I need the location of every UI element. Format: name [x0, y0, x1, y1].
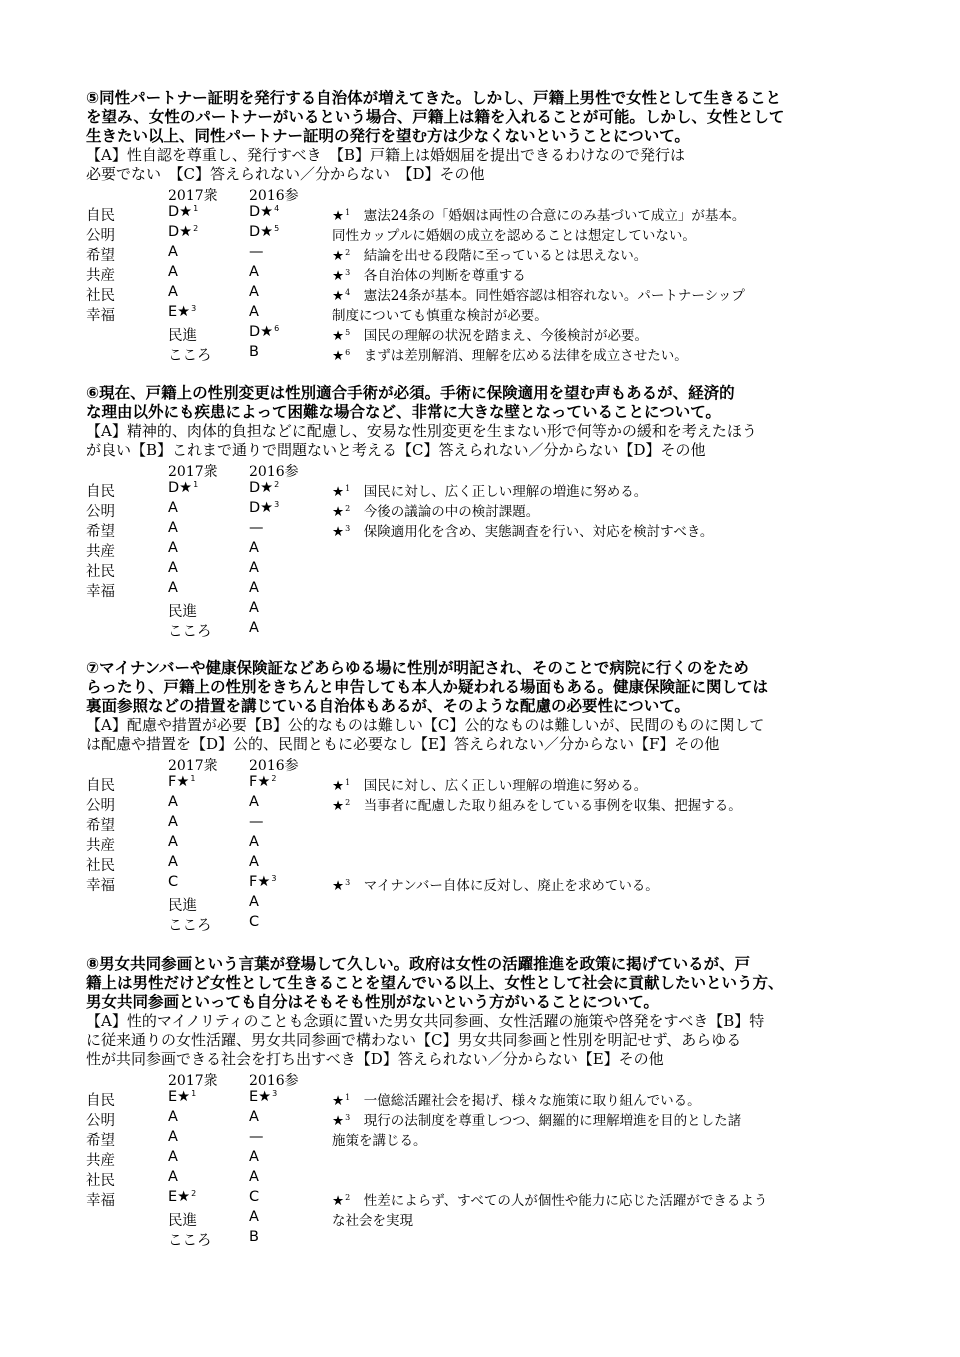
- footnote-text: な社会を実現: [332, 1213, 413, 1229]
- party-row: [86, 559, 846, 579]
- answer-2017: [168, 1089, 196, 1105]
- footnote-number: 2: [345, 248, 351, 257]
- footnote: [332, 1209, 413, 1229]
- party-name: 社民: [86, 1173, 115, 1189]
- footnote-mark: 4: [274, 204, 280, 213]
- footnote-number: 1: [345, 778, 351, 787]
- party-name: 自民: [86, 484, 115, 500]
- party-name: 共産: [86, 268, 115, 284]
- answer-value: A: [249, 560, 259, 576]
- footnote-text: 国民の理解の状況を踏まえ、今後検討が必要。: [350, 328, 649, 344]
- answer-value: A: [249, 540, 259, 556]
- party-row: [86, 893, 846, 913]
- party-name: 民進: [168, 1213, 197, 1229]
- footnote-number: 3: [345, 524, 351, 533]
- footnote: [332, 774, 647, 794]
- answer-2017: [168, 854, 178, 870]
- answer-2017: [168, 794, 178, 810]
- answer-2017: [168, 560, 178, 576]
- column-header: [86, 460, 846, 479]
- question-line: な理由以外にも疾患によって困難な場合など、非常に大きな壁となっていることについて。: [86, 403, 721, 421]
- footnote-mark: 2: [274, 480, 280, 489]
- answer-value: F★: [168, 774, 190, 790]
- answer-value: A: [249, 894, 259, 910]
- footnote-star: ★: [332, 778, 345, 794]
- answer-2017: [168, 814, 178, 830]
- answer-2016: [249, 284, 259, 300]
- party-name: 希望: [86, 524, 115, 540]
- party-name: こころ: [168, 348, 212, 364]
- party-row: [86, 499, 846, 519]
- footnote-mark: 2: [191, 1189, 197, 1198]
- footnote: [332, 500, 539, 520]
- answer-value: E★: [168, 1089, 191, 1105]
- footnote-mark: 2: [193, 224, 199, 233]
- column-header: [86, 1069, 846, 1088]
- answer-value: D★: [249, 224, 274, 240]
- answer-value: A: [249, 834, 259, 850]
- footnote-text: 憲法24条の「婚姻は両性の合意にのみ基づいて成立」が基本。: [350, 208, 746, 224]
- answer-2016: [249, 874, 276, 890]
- footnote-star: ★: [332, 504, 345, 520]
- question-line: ⑥現在、戸籍上の性別変更は性別適合手術が必須。手術に保険適用を望む声もあるが、経済的: [86, 384, 735, 402]
- answer-2016: [249, 1109, 259, 1125]
- answer-2017: [168, 244, 178, 260]
- footnote-mark: 3: [271, 874, 277, 883]
- footnote-text: 憲法24条が基本。同性婚容認は相容れない。パートナーシップ: [350, 288, 745, 304]
- answer-2016: [249, 1189, 259, 1205]
- footnote-number: 4: [345, 288, 351, 297]
- footnote-mark: 1: [193, 480, 199, 489]
- footnote: [332, 874, 659, 894]
- footnote-text: まずは差別解消、理解を広める法律を成立させたい。: [350, 348, 688, 364]
- footnote: [332, 264, 526, 284]
- party-name: 公明: [86, 1113, 115, 1129]
- answer-value: A: [168, 560, 178, 576]
- answer-2017: [168, 874, 178, 890]
- answer-value: E★: [249, 1089, 272, 1105]
- party-name: 幸福: [86, 1193, 115, 1209]
- answer-2016: [249, 894, 259, 910]
- column-2016: 2016参: [249, 188, 299, 204]
- footnote-mark: 3: [274, 500, 280, 509]
- footnote-text: 現行の法制度を尊重しつつ、網羅的に理解増進を目的とした諸: [350, 1113, 742, 1129]
- answer-2017: [168, 480, 198, 496]
- answer-value: F★: [249, 774, 271, 790]
- answer-value: E★: [168, 1189, 191, 1205]
- options-line: が良い【B】これまで通りで問題ないと考える【C】答えられない／分からない【D】その他: [86, 441, 706, 459]
- answer-2017: [168, 834, 178, 850]
- footnote-star: ★: [332, 1193, 345, 1209]
- answer-2017: [168, 1149, 178, 1165]
- answer-2016: [249, 324, 279, 340]
- options-line: 【A】性的マイノリティのことも念頭に置いた男女共同参画、女性活躍の施策や啓発をすべき【B】特: [86, 1012, 765, 1030]
- party-row: [86, 1228, 846, 1248]
- answer-value: D★: [168, 224, 193, 240]
- answer-value: D★: [249, 480, 274, 496]
- answer-2017: [168, 1189, 196, 1205]
- footnote-number: 2: [345, 1193, 351, 1202]
- answer-value: A: [249, 1109, 259, 1125]
- answer-value: A: [249, 794, 259, 810]
- party-name: 自民: [86, 778, 115, 794]
- question-section-6: [86, 384, 846, 639]
- options-line: 【A】配慮や措置が必要【B】公的なものは難しい【C】公的なものは難しいが、民間のものに関して: [86, 716, 765, 734]
- answer-value: A: [168, 540, 178, 556]
- answer-value: A: [168, 1169, 178, 1185]
- answer-value: A: [168, 794, 178, 810]
- answer-value: A: [168, 1129, 178, 1145]
- footnote-text: 各自治体の判断を尊重する: [350, 268, 526, 284]
- answer-value: E★: [168, 304, 191, 320]
- answer-value: A: [168, 1149, 178, 1165]
- answer-2016: [249, 304, 259, 320]
- answer-2016: [249, 224, 279, 240]
- answer-2016: [249, 520, 264, 536]
- party-row: [86, 283, 846, 303]
- question-line: ⑦マイナンバーや健康保険証などあらゆる場に性別が明記され、そのことで病院に行くのをため: [86, 659, 749, 677]
- answer-2016: [249, 244, 264, 260]
- question-line: 生きたい以上、同性パートナー証明の発行を望む方は少なくないということについて。: [86, 127, 690, 145]
- column-header: [86, 754, 846, 773]
- footnote-number: 2: [345, 504, 351, 513]
- answer-2016: [249, 854, 259, 870]
- party-name: 希望: [86, 1133, 115, 1149]
- footnote-mark: 3: [191, 304, 197, 313]
- answer-2016: [249, 264, 259, 280]
- answer-value: A: [168, 284, 178, 300]
- answer-value: A: [249, 854, 259, 870]
- answer-value: A: [168, 580, 178, 596]
- party-name: 自民: [86, 208, 115, 224]
- footnote-star: ★: [332, 1113, 345, 1129]
- answer-value: A: [249, 620, 259, 636]
- party-row: [86, 619, 846, 639]
- answer-value: A: [168, 520, 178, 536]
- party-row: [86, 343, 846, 363]
- party-name: 民進: [168, 898, 197, 914]
- party-name: 共産: [86, 544, 115, 560]
- party-row: [86, 203, 846, 223]
- party-row: [86, 913, 846, 933]
- column-2017: 2017衆: [168, 1073, 218, 1089]
- answer-value: A: [249, 1209, 259, 1225]
- footnote-text: 制度についても慎重な検討が必要。: [332, 308, 548, 324]
- footnote-mark: 1: [193, 204, 199, 213]
- party-name: 希望: [86, 248, 115, 264]
- party-row: [86, 579, 846, 599]
- column-2016: 2016参: [249, 464, 299, 480]
- answer-value: A: [168, 814, 178, 830]
- party-row: [86, 243, 846, 263]
- answer-2017: [168, 224, 198, 240]
- answer-value: A: [249, 600, 259, 616]
- footnote-mark: 1: [191, 1089, 197, 1098]
- answer-value: —: [249, 244, 264, 260]
- answer-2016: [249, 480, 279, 496]
- party-row: [86, 599, 846, 619]
- options-line: は配慮や措置を【D】公的、民間ともに必要なし【E】答えられない／分からない【F】その他: [86, 735, 720, 753]
- question-section-5: [86, 89, 846, 363]
- party-row: [86, 833, 846, 853]
- footnote-star: ★: [332, 878, 345, 894]
- question-line: 籍上は男性だけど女性として生きることを望んでいる以上、女性として社会に貢献したいという方、: [86, 974, 784, 992]
- party-name: 自民: [86, 1093, 115, 1109]
- party-name: 公明: [86, 504, 115, 520]
- footnote-text: 同性カップルに婚姻の成立を認めることは想定していない。: [332, 228, 696, 244]
- footnote-number: 1: [345, 1093, 351, 1102]
- footnote-number: 6: [345, 348, 351, 357]
- party-row: [86, 223, 846, 243]
- footnote-star: ★: [332, 328, 345, 344]
- footnote-star: ★: [332, 208, 345, 224]
- footnote-text: 結論を出せる段階に至っているとは思えない。: [350, 248, 648, 264]
- answer-value: A: [168, 834, 178, 850]
- footnote-mark: 1: [190, 774, 196, 783]
- answer-value: B: [249, 344, 259, 360]
- footnote-star: ★: [332, 348, 345, 364]
- footnote-number: 3: [345, 878, 351, 887]
- footnote: [332, 304, 548, 324]
- answer-2016: [249, 914, 259, 930]
- answer-value: A: [249, 580, 259, 596]
- answer-value: —: [249, 520, 264, 536]
- party-row: [86, 773, 846, 793]
- answer-value: D★: [168, 480, 193, 496]
- party-row: [86, 1148, 846, 1168]
- footnote-number: 1: [345, 484, 351, 493]
- answer-2017: [168, 520, 178, 536]
- party-row: [86, 853, 846, 873]
- answer-value: —: [249, 1129, 264, 1145]
- answer-2016: [249, 1209, 259, 1225]
- footnote: [332, 1189, 767, 1209]
- footnote-number: 3: [345, 268, 351, 277]
- answer-2017: [168, 204, 198, 220]
- question-section-8: [86, 955, 846, 1248]
- answer-value: A: [249, 1149, 259, 1165]
- answer-value: A: [249, 264, 259, 280]
- answer-2016: [249, 1169, 259, 1185]
- footnote: [332, 204, 745, 224]
- answer-value: A: [168, 500, 178, 516]
- answer-value: F★: [249, 874, 271, 890]
- party-name: 幸福: [86, 584, 115, 600]
- party-name: 希望: [86, 818, 115, 834]
- answer-2016: [249, 620, 259, 636]
- party-row: [86, 519, 846, 539]
- party-name: こころ: [168, 1233, 212, 1249]
- answer-2016: [249, 600, 259, 616]
- party-row: [86, 1208, 846, 1228]
- footnote: [332, 1089, 701, 1109]
- answer-2017: [168, 264, 178, 280]
- footnote-number: 5: [345, 328, 351, 337]
- column-2016: 2016参: [249, 1073, 299, 1089]
- answer-2016: [249, 580, 259, 596]
- column-2017: 2017衆: [168, 758, 218, 774]
- answer-2016: [249, 540, 259, 556]
- column-header: [86, 184, 846, 203]
- footnote-mark: 3: [272, 1089, 278, 1098]
- answer-2016: [249, 1229, 259, 1245]
- footnote-text: 一億総活躍社会を掲げ、様々な施策に取り組んでいる。: [350, 1093, 701, 1109]
- question-section-7: [86, 659, 846, 933]
- footnote-number: 1: [345, 208, 351, 217]
- footnote: [332, 244, 647, 264]
- answer-value: —: [249, 814, 264, 830]
- footnote: [332, 324, 648, 344]
- footnote-text: マイナンバー自体に反対し、廃止を求めている。: [350, 878, 659, 894]
- question-line: 男女共同参画といっても自分はそもそも性別がないという方がいることについて。: [86, 993, 659, 1011]
- answer-value: A: [249, 284, 259, 300]
- party-name: 公明: [86, 798, 115, 814]
- answer-value: C: [249, 1189, 260, 1205]
- answer-2017: [168, 580, 178, 596]
- footnote: [332, 1129, 427, 1149]
- footnote-mark: 5: [274, 224, 280, 233]
- answer-value: D★: [249, 324, 274, 340]
- options-line: 【A】性自認を尊重し、発行すべき 【B】戸籍上は婚姻届を提出できるわけなので発行は: [86, 146, 686, 164]
- column-2016: 2016参: [249, 758, 299, 774]
- footnote-text: 今後の議論の中の検討課題。: [350, 504, 540, 520]
- answer-2017: [168, 284, 178, 300]
- footnote-text: 国民に対し、広く正しい理解の増進に努める。: [350, 778, 648, 794]
- party-name: 社民: [86, 858, 115, 874]
- party-name: 幸福: [86, 878, 115, 894]
- question-line: ⑧男女共同参画という言葉が登場して久しい。政府は女性の活躍推進を政策に掲げているが、戸: [86, 955, 751, 973]
- answer-2016: [249, 774, 276, 790]
- footnote: [332, 344, 688, 364]
- answer-value: A: [168, 264, 178, 280]
- party-name: 社民: [86, 564, 115, 580]
- answer-2017: [168, 500, 178, 516]
- answer-2017: [168, 1109, 178, 1125]
- question-line: を望み、女性のパートナーがいるという場合、戸籍上は籍を入れることが可能。しかし、女性として: [86, 108, 785, 126]
- footnote-text: 当事者に配慮した取り組みをしている事例を収集、把握する。: [350, 798, 742, 814]
- footnote-star: ★: [332, 288, 345, 304]
- party-row: [86, 1088, 846, 1108]
- footnote: [332, 794, 742, 814]
- answer-2016: [249, 560, 259, 576]
- answer-value: B: [249, 1229, 259, 1245]
- footnote-star: ★: [332, 1093, 345, 1109]
- answer-2017: [168, 1129, 178, 1145]
- footnote-text: 国民に対し、広く正しい理解の増進に努める。: [350, 484, 648, 500]
- answer-value: A: [168, 854, 178, 870]
- footnote-mark: 6: [274, 324, 280, 333]
- answer-value: A: [249, 1169, 259, 1185]
- party-name: 共産: [86, 838, 115, 854]
- answer-value: A: [249, 304, 259, 320]
- question-line: ⑤同性パートナー証明を発行する自治体が増えてきた。しかし、戸籍上男性で女性として生きること: [86, 89, 782, 107]
- footnote-star: ★: [332, 248, 345, 264]
- party-row: [86, 303, 846, 323]
- footnote-star: ★: [332, 484, 345, 500]
- options-line: 【A】精神的、肉体的負担などに配慮し、安易な性別変更を生まない形で何等かの緩和を考えたほう: [86, 422, 757, 440]
- answer-2016: [249, 834, 259, 850]
- answer-2016: [249, 344, 259, 360]
- answer-2017: [168, 1169, 178, 1185]
- footnote: [332, 1109, 741, 1129]
- answer-value: C: [168, 874, 179, 890]
- footnote-text: 保険適用化を含め、実態調査を行い、対応を検討すべき。: [350, 524, 714, 540]
- answer-value: C: [249, 914, 260, 930]
- party-row: [86, 1108, 846, 1128]
- footnote-star: ★: [332, 798, 345, 814]
- footnote: [332, 224, 696, 244]
- party-row: [86, 539, 846, 559]
- column-2017: 2017衆: [168, 188, 218, 204]
- party-row: [86, 1168, 846, 1188]
- footnote-mark: 2: [271, 774, 277, 783]
- answer-2017: [168, 774, 195, 790]
- party-name: 社民: [86, 288, 115, 304]
- party-name: 公明: [86, 228, 115, 244]
- party-name: 幸福: [86, 308, 115, 324]
- party-row: [86, 873, 846, 893]
- party-name: 民進: [168, 604, 197, 620]
- party-name: 共産: [86, 1153, 115, 1169]
- answer-value: D★: [249, 204, 274, 220]
- footnote-text: 性差によらず、すべての人が個性や能力に応じた活躍ができるよう: [350, 1193, 768, 1209]
- answer-2017: [168, 304, 196, 320]
- answer-value: D★: [249, 500, 274, 516]
- answer-2016: [249, 1089, 277, 1105]
- answer-2016: [249, 1149, 259, 1165]
- party-row: [86, 813, 846, 833]
- party-name: こころ: [168, 918, 212, 934]
- answer-value: D★: [168, 204, 193, 220]
- column-2017: 2017衆: [168, 464, 218, 480]
- question-line: らったり、戸籍上の性別をきちんと申告しても本人か疑われる場面もある。健康保険証に関しては: [86, 678, 769, 696]
- footnote: [332, 480, 647, 500]
- footnote-star: ★: [332, 268, 345, 284]
- answer-value: A: [168, 244, 178, 260]
- footnote: [332, 284, 745, 304]
- options-line: 性が共同参画できる社会を打ち出すべき【D】答えられない／分からない【E】その他: [86, 1050, 664, 1068]
- answer-value: A: [168, 1109, 178, 1125]
- answer-2016: [249, 1129, 264, 1145]
- party-row: [86, 1188, 846, 1208]
- party-row: [86, 1128, 846, 1148]
- options-line: 必要でない 【C】答えられない／分からない 【D】その他: [86, 165, 485, 183]
- party-row: [86, 793, 846, 813]
- answer-2016: [249, 204, 279, 220]
- answer-2016: [249, 794, 259, 810]
- footnote: [332, 520, 713, 540]
- party-row: [86, 263, 846, 283]
- answer-2017: [168, 540, 178, 556]
- party-row: [86, 479, 846, 499]
- party-name: こころ: [168, 624, 212, 640]
- footnote-number: 2: [345, 798, 351, 807]
- options-line: に従来通りの女性活躍、男女共同参画で構わない【C】男女共同参画と性別を明記せず、あらゆる: [86, 1031, 742, 1049]
- footnote-star: ★: [332, 524, 345, 540]
- answer-2016: [249, 814, 264, 830]
- footnote-number: 3: [345, 1113, 351, 1122]
- party-row: [86, 323, 846, 343]
- answer-2016: [249, 500, 279, 516]
- footnote-text: 施策を講じる。: [332, 1133, 427, 1149]
- question-line: 裏面参照などの措置を講じている自治体もあるが、そのような配慮の必要性について。: [86, 697, 690, 715]
- party-name: 民進: [168, 328, 197, 344]
